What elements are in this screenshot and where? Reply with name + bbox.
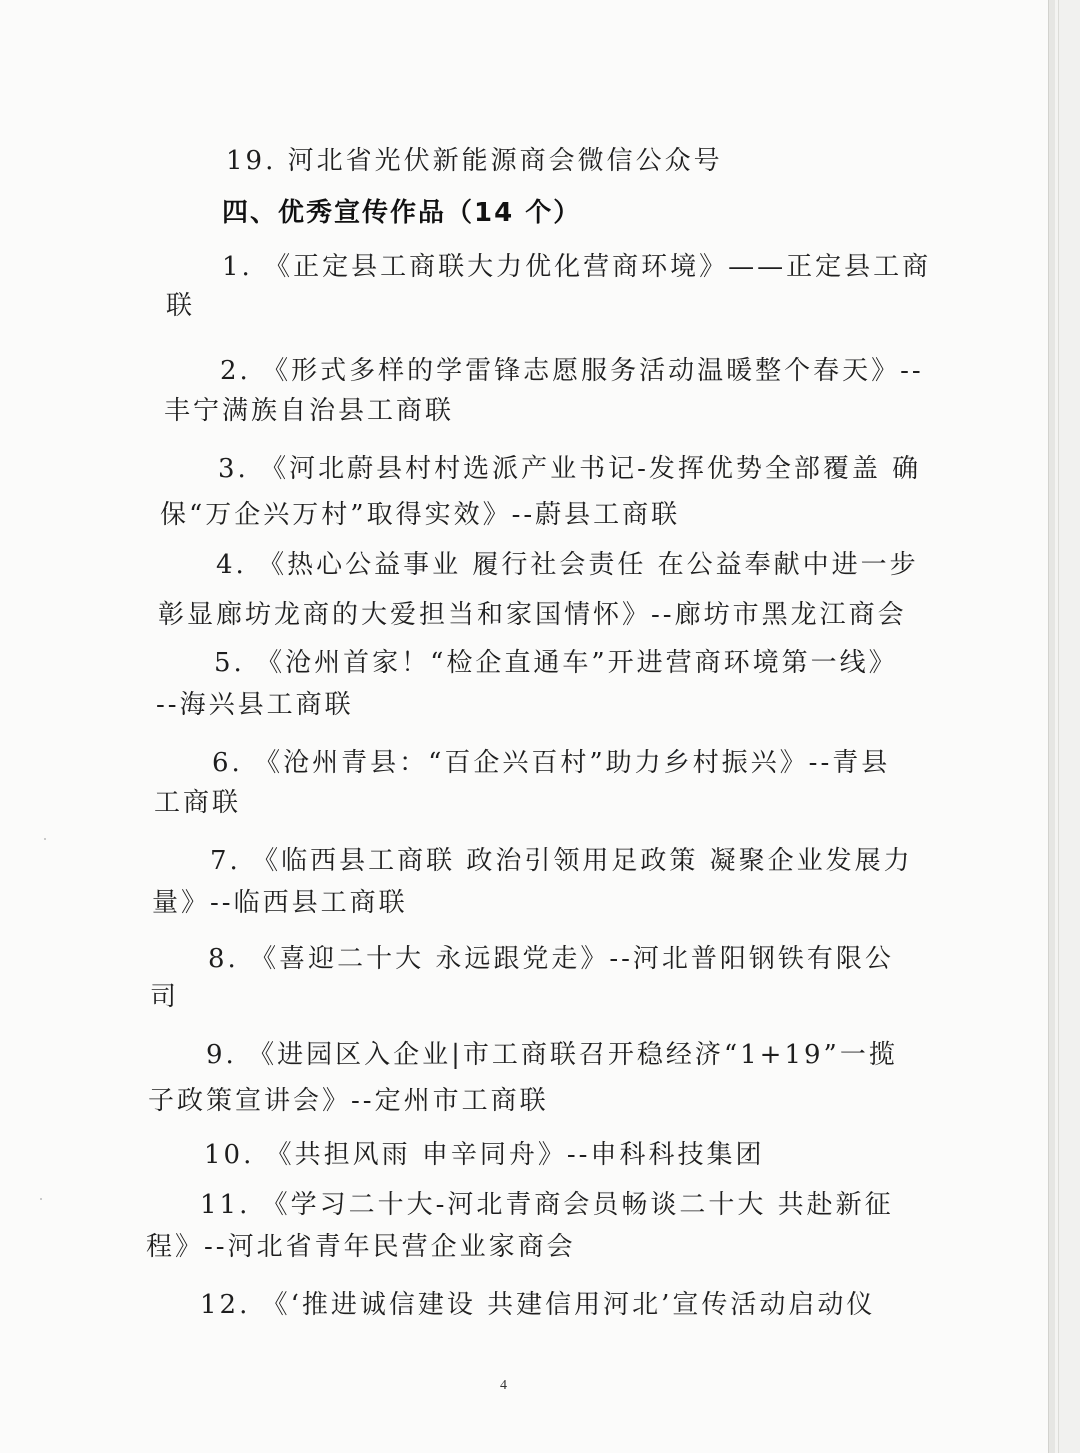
list-item: 8. 《喜迎二十大 永远跟党走》--河北普阳钢铁有限公 (208, 944, 894, 974)
list-item: 4. 《热心公益事业 履行社会责任 在公益奉献中进一步 (216, 550, 919, 580)
list-item-continuation: 工商联 (154, 788, 242, 818)
list-item: 19. 河北省光伏新能源商会微信公众号 (226, 146, 723, 176)
list-item: 7. 《临西县工商联 政治引领用足政策 凝聚企业发展力 (210, 846, 913, 876)
list-item: 5. 《沧州首家！“检企直通车”开进营商环境第一线》 (214, 648, 898, 678)
list-item-continuation: 子政策宣讲会》--定州市工商联 (148, 1086, 549, 1116)
list-item: 9. 《进园区入企业|市工商联召开稳经济“1+19”一揽 (206, 1040, 898, 1070)
list-item-continuation: 司 (150, 982, 180, 1012)
scan-speck (44, 838, 46, 840)
list-item-continuation: --海兴县工商联 (156, 690, 354, 720)
list-item-continuation: 联 (166, 291, 196, 321)
list-item-continuation: 丰宁满族自治县工商联 (164, 396, 455, 426)
list-item-continuation: 量》--临西县工商联 (152, 888, 408, 918)
list-item: 3. 《河北蔚县村村选派产业书记-发挥优势全部覆盖 确 (218, 454, 922, 484)
list-item: 11. 《学习二十大-河北青商会员畅谈二十大 共赴新征 (200, 1190, 894, 1220)
section-heading: 四、优秀宣传作品（14 个） (222, 198, 582, 228)
page-edge-margin (1058, 0, 1080, 1453)
list-item: 1. 《正定县工商联大力优化营商环境》——正定县工商 (222, 252, 932, 282)
list-item: 6. 《沧州青县：“百企兴百村”助力乡村振兴》--青县 (212, 748, 891, 778)
list-item-continuation: 保“万企兴万村”取得实效》--蔚县工商联 (160, 500, 681, 530)
list-item: 12. 《‘推进诚信建设 共建信用河北’宣传活动启动仪 (200, 1290, 876, 1320)
page-edge (1048, 0, 1055, 1453)
list-item-continuation: 程》--河北省青年民营企业家商会 (146, 1232, 576, 1262)
list-item-continuation: 彰显廊坊龙商的大爱担当和家国情怀》--廊坊市黑龙江商会 (158, 600, 907, 630)
scan-speck (40, 1198, 42, 1200)
page-number: 4 (500, 1378, 507, 1393)
list-item: 10. 《共担风雨 申辛同舟》--申科科技集团 (204, 1140, 765, 1170)
list-item: 2. 《形式多样的学雷锋志愿服务活动温暖整个春天》-- (220, 356, 924, 386)
